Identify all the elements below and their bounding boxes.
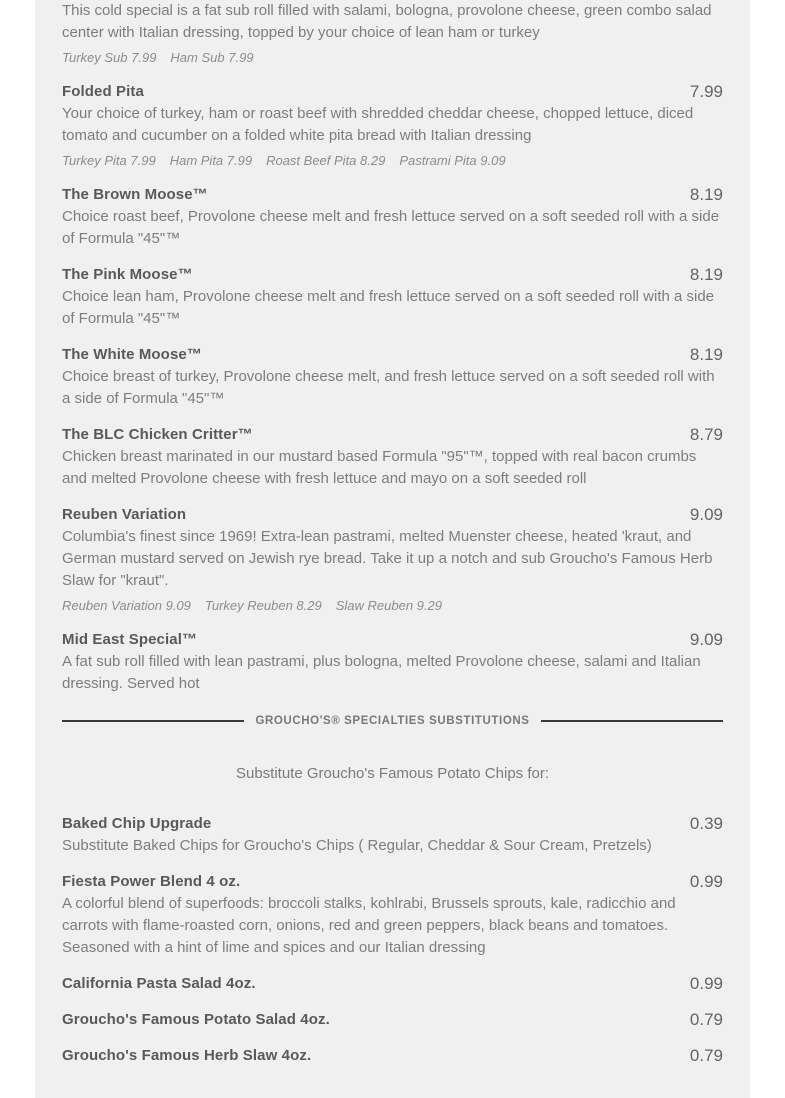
menu-item-variants [62,49,723,67]
menu-item-variant: Reuben Variation 9.09 [62,598,191,613]
menu-items-list [62,813,723,1067]
menu-item-variants [62,597,723,615]
menu-item [62,813,723,857]
menu-item-description: This cold special is a fat sub roll filled with salami, bologna, provolone cheese, green combo salad center with Italian dressing, topped by your choice of lean ham or turkey [62,2,712,41]
menu-item-description: A fat sub roll filled with lean pastrami, plus bologna, melted Provolone cheese, salami and Italian dressing. Served hot [62,653,701,692]
menu-item-title: Mid East Special™ [62,631,198,648]
menu-item-header [62,504,723,526]
section-intro: Substitute Groucho's Famous Potato Chips for: [235,765,549,782]
menu-item-description: Columbia's finest since 1969! Extra-lean pastrami, melted Muenster cheese, heated 'kraut, and German mustard served on Jewish rye bread. Take it up a notch and sub Groucho's Famous Herb Slaw for "kraut". [62,528,713,589]
menu-item-title: California Pasta Salad 4oz. [62,975,256,992]
menu-item-description: Choice lean ham, Provolone cheese melt and fresh lettuce served on a soft seeded roll with a side of Formula "45"™ [62,288,715,327]
menu-items-list [62,0,723,695]
section-divider-label: GROUCHO'S® SPECIALTIES SUBSTITUTIONS [255,715,530,727]
menu-item-variants [62,152,723,170]
menu-item-header [62,813,723,835]
menu-item-header [62,81,723,103]
menu-item-title: The Pink Moose™ [62,266,193,283]
menu-item-header [62,184,723,206]
menu-item-title: The White Moose™ [62,346,202,363]
menu-item-price: 9.09 [689,505,723,524]
menu-item-header [62,871,723,893]
menu-item-description: Your choice of turkey, ham or roast beef with shredded cheddar cheese, chopped lettuce, diced tomato and cucumber on a folded white pita bread with Italian dressing [62,105,694,144]
menu-item-variant: Pastrami Pita 9.09 [399,153,506,168]
menu-item-title: The BLC Chicken Critter™ [62,426,253,443]
menu-item-price: 8.79 [689,425,723,444]
menu-item-title: Fiesta Power Blend 4 oz. [62,873,241,890]
menu-item [62,81,723,170]
menu-item-variant: Turkey Sub 7.99 [62,50,157,65]
menu-item [62,1045,723,1067]
menu-item [62,264,723,330]
menu-item-price: 0.79 [689,1010,723,1029]
menu-item-price: 7.99 [689,82,723,101]
menu-item [62,504,723,615]
menu-item-price: 8.19 [689,185,723,204]
menu-section-specialties [62,0,723,695]
menu-item-variant: Slaw Reuben 9.29 [335,598,442,613]
menu-item-description: A colorful blend of superfoods: broccoli stalks, kohlrabi, Brussels sprouts, kale, radicchio and carrots with flame-roasted corn, onions, red and green peppers, black beans and tomatoes. Seasoned with a hint of lime and spices and our Italian dressing [62,895,676,956]
menu-item-title: Folded Pita [62,83,144,100]
menu-section-substitutions [62,713,723,1067]
menu-item-title: Groucho's Famous Herb Slaw 4oz. [62,1047,312,1064]
menu-item [62,1009,723,1031]
menu-item-header [62,344,723,366]
menu-item [62,871,723,959]
menu-item-price: 8.19 [689,345,723,364]
menu-item-variant: Ham Sub 7.99 [170,50,254,65]
menu-item-title: Reuben Variation [62,506,187,523]
menu-item-description: Substitute Baked Chips for Groucho's Chips ( Regular, Cheddar & Sour Cream, Pretzels) [62,837,652,854]
section-divider [62,713,723,729]
menu-item-description: Choice roast beef, Provolone cheese melt and fresh lettuce served on a soft seeded roll with a side of Formula "45"™ [62,208,720,247]
menu-card [35,0,750,1098]
menu-item-title: Groucho's Famous Potato Salad 4oz. [62,1011,330,1028]
menu-item [62,344,723,410]
menu-item-header [62,973,723,995]
menu-item-price: 0.99 [689,974,723,993]
menu-item-description: Chicken breast marinated in our mustard based Formula "95"™, topped with real bacon crumbs and melted Provolone cheese with fresh lettuce and mayo on a soft seeded roll [62,448,697,487]
menu-item-header [62,629,723,651]
menu-item-variant: Ham Pita 7.99 [169,153,253,168]
menu-item [62,184,723,250]
menu-item [62,424,723,490]
menu-item-header [62,1045,723,1067]
menu-item-price: 0.39 [689,814,723,833]
menu-item-variant: Turkey Reuben 8.29 [204,598,322,613]
menu-item-header [62,1009,723,1031]
menu-item-title: Baked Chip Upgrade [62,815,212,832]
divider-line-left [62,720,244,722]
menu-item-price: 0.79 [689,1046,723,1065]
menu-item-price: 0.99 [689,872,723,891]
menu-item [62,973,723,995]
menu-item-price: 9.09 [689,630,723,649]
menu-item-variant: Turkey Pita 7.99 [62,153,156,168]
menu-item-variant: Roast Beef Pita 8.29 [266,153,386,168]
menu-item [62,629,723,695]
menu-item-description: Choice breast of turkey, Provolone cheese melt, and fresh lettuce served on a soft seeded roll with a side of Formula "45"™ [62,368,715,407]
divider-line-right [541,720,723,722]
menu-item-header [62,424,723,446]
menu-item-title: The Brown Moose™ [62,186,208,203]
menu-item [62,0,723,67]
menu-item-header [62,264,723,286]
menu-item-price: 8.19 [689,265,723,284]
